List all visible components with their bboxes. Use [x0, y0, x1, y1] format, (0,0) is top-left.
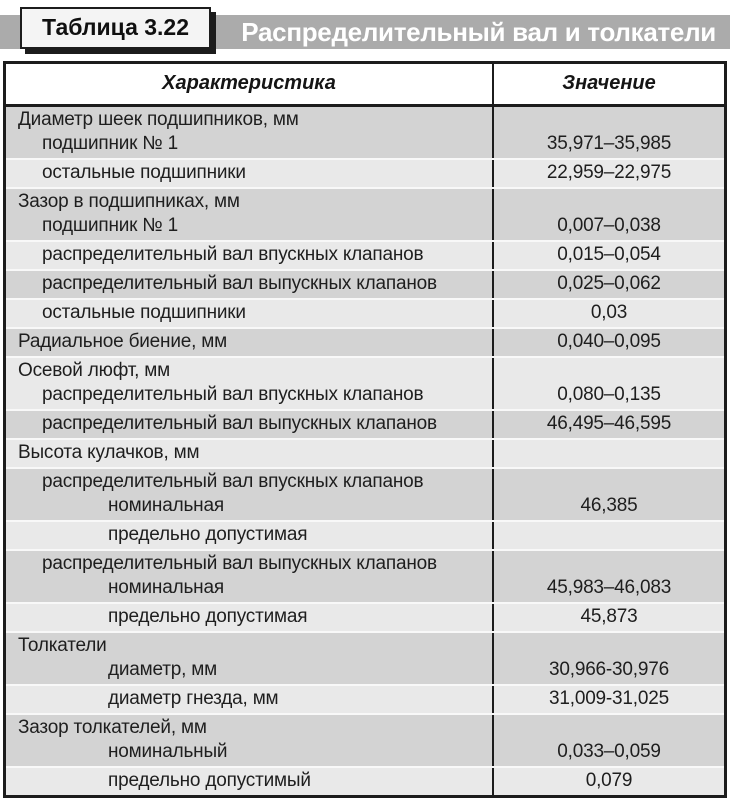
table-header-row — [6, 64, 724, 107]
table-number-label — [20, 7, 211, 49]
characteristic-line: остальные подшипники — [42, 302, 246, 323]
characteristic-cell — [6, 411, 494, 438]
characteristic-cell — [6, 604, 494, 631]
section-title: Распределительный вал и толкатели — [241, 16, 716, 47]
characteristic-cell — [6, 107, 494, 158]
manual-page — [0, 14, 730, 791]
table-row — [6, 187, 724, 240]
characteristic-cell — [6, 271, 494, 298]
characteristic-cell — [6, 715, 494, 766]
table-number-text: Таблица 3.22 — [42, 14, 190, 40]
column-header-characteristic: Характеристика — [6, 64, 494, 104]
value-cell: 0,007–0,038 — [557, 215, 661, 236]
table-row — [6, 269, 724, 298]
characteristic-cell — [6, 440, 494, 467]
table-row — [6, 107, 724, 158]
characteristic-line: Радиальное биение, мм — [18, 331, 227, 352]
characteristic-cell — [6, 686, 494, 713]
characteristic-line: Высота кулачков, мм — [18, 442, 200, 463]
table-body — [6, 107, 724, 795]
value-cell: 0,03 — [590, 302, 628, 323]
spec-table — [3, 61, 727, 798]
characteristic-line: Диаметр шеек подшипников, мм — [18, 109, 299, 130]
characteristic-line: распределительный вал впускных клапанов — [42, 244, 424, 265]
characteristic-cell — [6, 633, 494, 684]
table-row — [6, 766, 724, 795]
characteristic-cell — [6, 300, 494, 327]
characteristic-cell — [6, 768, 494, 795]
value-cell: 0,033–0,059 — [557, 741, 661, 762]
characteristic-line: предельно допустимый — [108, 770, 311, 791]
value-cell: 0,040–0,095 — [557, 331, 661, 352]
characteristic-line: распределительный вал выпускных клапанов — [42, 413, 437, 434]
characteristic-line: подшипник № 1 — [42, 133, 178, 154]
value-cell: 46,495–46,595 — [546, 413, 672, 434]
table-row — [6, 713, 724, 766]
table-row — [6, 327, 724, 356]
table-row — [6, 438, 724, 467]
value-cell: 31,009-31,025 — [549, 688, 669, 709]
value-cell — [494, 440, 724, 467]
table-row — [6, 631, 724, 684]
characteristic-line: распределительный вал выпускных клапанов — [42, 273, 437, 294]
characteristic-line: распределительный вал впускных клапанов — [42, 471, 424, 492]
column-header-value: Значение — [562, 72, 656, 94]
value-cell: 0,079 — [585, 770, 633, 791]
characteristic-cell — [6, 469, 494, 520]
characteristic-cell — [6, 329, 494, 356]
characteristic-line: номинальная — [108, 495, 224, 516]
table-row — [6, 467, 724, 520]
table-row — [6, 356, 724, 409]
table-row — [6, 409, 724, 438]
characteristic-line: номинальная — [108, 577, 224, 598]
table-row — [6, 684, 724, 713]
characteristic-line: подшипник № 1 — [42, 215, 178, 236]
characteristic-line: Осевой люфт, мм — [18, 360, 171, 381]
characteristic-cell — [6, 242, 494, 269]
value-cell: 0,080–0,135 — [557, 384, 661, 405]
characteristic-cell — [6, 160, 494, 187]
characteristic-line: Зазор в подшипниках, мм — [18, 191, 240, 212]
value-cell: 35,971–35,985 — [546, 133, 672, 154]
table-row — [6, 520, 724, 549]
value-cell — [494, 522, 724, 549]
value-cell: 0,025–0,062 — [557, 273, 661, 294]
value-cell: 45,873 — [580, 606, 638, 627]
characteristic-cell — [6, 189, 494, 240]
characteristic-line: предельно допустимая — [108, 606, 308, 627]
characteristic-line: диаметр, мм — [108, 659, 218, 680]
characteristic-line: предельно допустимая — [108, 524, 308, 545]
table-row — [6, 602, 724, 631]
characteristic-cell — [6, 358, 494, 409]
value-cell: 30,966-30,976 — [549, 659, 669, 680]
value-cell: 45,983–46,083 — [546, 577, 672, 598]
table-row — [6, 298, 724, 327]
characteristic-line: диаметр гнезда, мм — [108, 688, 279, 709]
characteristic-line: остальные подшипники — [42, 162, 246, 183]
characteristic-line: распределительный вал впускных клапанов — [42, 384, 424, 405]
table-row — [6, 158, 724, 187]
value-cell: 46,385 — [580, 495, 638, 516]
characteristic-line: Зазор толкателей, мм — [18, 717, 207, 738]
table-row — [6, 240, 724, 269]
table-row — [6, 549, 724, 602]
characteristic-line: Толкатели — [18, 635, 107, 656]
characteristic-cell — [6, 551, 494, 602]
section-title-band — [0, 15, 730, 49]
characteristic-cell — [6, 522, 494, 549]
value-cell: 0,015–0,054 — [557, 244, 661, 265]
characteristic-line: распределительный вал выпускных клапанов — [42, 553, 437, 574]
characteristic-line: номинальный — [108, 741, 228, 762]
value-cell: 22,959–22,975 — [546, 162, 672, 183]
